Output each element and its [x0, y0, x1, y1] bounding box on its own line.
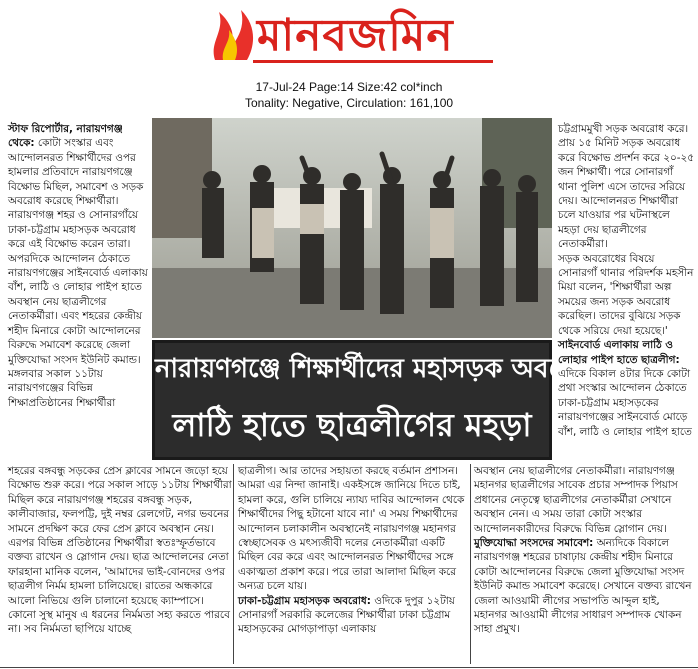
- bottom-right-text-1: অবস্থান নেয় ছাত্রলীগের নেতাকর্মীরা। নারায়ণগঞ্জ মহানগর ছাত্রলীগের সাবেক প্রচার সম্পাদক পিয়াস প্রধানের নেতৃত্বে ছাত্রলীগের নেতাকর্মীরা সেখানে অবস্থান নেন। এ সময় তারা কোটা সংস্কার আন্দোলনকারীদের বিরুদ্ধে বিভিন্ন স্লোগান দেয়।: [474, 465, 678, 535]
- clipping-meta: [0, 79, 698, 111]
- bottom-right-text-2: মুক্তিযোদ্ধা সংসদের সমাবেশ: অন্যদিকে বিকালে নারায়ণগঞ্জ শহরের চাষাঢ়ায় কেন্দ্রীয় শহীদ মিনারে কোটা আন্দোলনের বিরুদ্ধে জেলা মুক্তিযোদ্ধা সংসদ ইউনিট কমান্ড সমাবেশ করেছে। সেখানে বক্তব্য রাখেন জেলা আওয়ামী লীগের সভাপতি আব্দুল হাই, মহানগর আওয়ামী লীগের সাধারণ সম্পাদক খোকন সাহা প্রমুখ।: [474, 537, 692, 636]
- right-para-2: সড়ক অবরোধের বিষয়ে সোনারগাঁ থানার পরিদর্শক মহসীন মিয়া বলেন, 'শিক্ষার্থীরা অল্প সময়ের জন্য সড়ক অবরোধ করেছিল। তাদের বুঝিয়ে সড়ক থেকে সরিয়ে দেয়া হয়েছে।': [558, 252, 694, 337]
- bottom-mid-subhead: ঢাকা-চট্টগ্রাম মহাসড়ক অবরোধ:: [238, 594, 371, 607]
- bottom-middle-column: [238, 464, 468, 637]
- article-clipping: [0, 118, 698, 669]
- logo-title: মানবজমিন: [257, 10, 454, 61]
- right-subhead: সাইনবোর্ড এলাকায় লাঠি ও লোহার পাইপ হাতে ছাত্রলীগ:: [558, 339, 680, 366]
- meta-line-2: Tonality: Negative, Circulation: 161,100: [244, 96, 454, 110]
- bottom-right-column: [474, 464, 694, 637]
- left-para-1: স্টাফ রিপোর্টার, নারায়ণগঞ্জ থেকে: কোটা সংস্কার এবং আন্দোলনরত শিক্ষার্থীদের ওপর হামলার প্রতিবাদে নারায়ণগঞ্জে বিক্ষোভ মিছিল, সমাবেশ ও সড়ক অবরোধ করেছে শিক্ষার্থীরা।: [8, 123, 144, 208]
- left-para-4: মঙ্গলবার সকাল ১১টায় নারায়ণগঞ্জের বিভিন্ন শিক্ষাপ্রতিষ্ঠানের শিক্ষার্থীরা: [8, 367, 116, 409]
- bottom-left-column: [8, 464, 232, 637]
- protest-photo-image: [152, 118, 552, 338]
- right-para-1: চট্টগ্রামমুখী সড়ক অবরোধ করে। প্রায় ১৫ মিনিট সড়ক অবরোধ করে বিক্ষোভ প্রদর্শন করে ২০-২৫ জন শিক্ষার্থী। পরে সোনারগাঁ থানা পুলিশ এসে তাদের সরিয়ে দেয়। আন্দোলনরত শিক্ষার্থীরা চলে যাওয়ার পর ঘটনাস্থলে মহড়া দেয় ছাত্রলীগের নেতাকর্মীরা।: [558, 123, 694, 251]
- headline-box: [152, 340, 596, 460]
- left-column: [8, 122, 148, 410]
- bottom-left-text: শহরের বঙ্গবন্ধু সড়কের প্রেস ক্লাবের সামনে জড়ো হয়ে বিক্ষোভ শুরু করে। পরে সকাল সাড়ে ১১টায় শিক্ষার্থীরা মিছিল করে নারায়ণগঞ্জ শহরের বঙ্গবন্ধু সড়ক, কালীবাজার, ফলপট্টি, দুই নম্বর রেলগেট, নগর ভবনের সামনে প্রদক্ষিণ করে ফের প্রেস ক্লাবে অবস্থান নেয়। এরপর বিভিন্ন প্রতিষ্ঠানের শিক্ষার্থীরা স্বতঃস্ফূর্তভাবে বক্তব্য রাখেন ও স্লোগান দেয়। ছাত্র আন্দোলনের নেতা ফারহানা মানিক বলেন, 'আমাদের ভাই-বোনদের ওপর ছাত্রলীগ নির্মম হামলা চালিয়েছে। রাতের অন্ধকারে আলো নিভিয়ে গুলি চালানো হয়েছে ক্যাম্পাসে। কোনো সুস্থ মানুষ এ ধরনের নির্মমতা সহ্য করতে পারবে না। সব নির্মমতা ছাপিয়ে যাচ্ছে: [8, 465, 232, 636]
- meta-line-1: 17-Jul-24 Page:14 Size:42 col*inch: [255, 80, 443, 94]
- right-para-3: সাইনবোর্ড এলাকায় লাঠি ও লোহার পাইপ হাতে ছাত্রলীগ: এদিকে বিকাল ৪টার দিকে কোটা প্রথা সংস্কার আন্দোলন ঠেকাতে ঢাকা-চট্টগ্রাম মহাসড়কের নারায়ণগঞ্জের সাইনবোর্ড মোড়ে বাঁশ, লাঠি ও লোহার পাইপ হাতে: [558, 339, 692, 438]
- newspaper-logo: [205, 2, 505, 68]
- byline: স্টাফ রিপোর্টার, নারায়ণগঞ্জ থেকে:: [8, 123, 123, 150]
- bottom-right-subhead: মুক্তিযোদ্ধা সংসদের সমাবেশ:: [474, 537, 594, 550]
- headline-line-2: লাঠি হাতে ছাত্রলীগের মহড়া: [172, 406, 532, 444]
- column-divider: [470, 464, 471, 664]
- masthead: [0, 0, 698, 72]
- bottom-mid-text-1: ছাত্রলীগ। আর তাদের সহায়তা করছে বর্তমান প্রশাসন। আমরা এর নিন্দা জানাই। একইসঙ্গে জানিয়ে দিতে চাই, হামলা করে, গুলি চালিয়ে ন্যায্য দাবির আন্দোলন থেকে শিক্ষার্থীদের পিছু হটানো যাবে না।' এ সময় শিক্ষার্থীদের আন্দোলন চলাকালীন অবস্থানেই নারায়ণগঞ্জ মহানগর স্বেচ্ছাসেবক ও মৎস্যজীবী দলের নেতাকর্মীরা একটি মিছিল বের করে এবং আন্দোলনরত শিক্ষার্থীদের সঙ্গে একাত্মতা প্রকাশ করে। পরে তারা আলাদা মিছিল করে অন্যত্র চলে যায়।: [238, 465, 465, 593]
- protest-photo: [152, 118, 552, 338]
- column-divider: [233, 464, 234, 664]
- bottom-mid-text-2: ঢাকা-চট্টগ্রাম মহাসড়ক অবরোধ: ওদিকে দুপুর ১২টায় সোনারগাঁ সরকারি কলেজের শিক্ষার্থীরা ঢাকা চট্টগ্রাম মহাসড়কের মোগড়াপাড়া এলাকায়: [238, 594, 455, 636]
- headline-line-1: নারায়ণগঞ্জে শিক্ষার্থীদের মহাসড়ক অবরোধ: [155, 354, 596, 384]
- left-para-3: অপরদিকে আন্দোলন ঠেকাতে নারায়ণগঞ্জের সাইনবোর্ড এলাকায় বাঁশ, লাঠি ও লোহার পাইপ হাতে অবস্থান নেয় ছাত্রলীগের নেতাকর্মীরা। এবং শহরের কেন্দ্রীয় শহীদ মিনারে কোটা আন্দোলনের বিরুদ্ধে সমাবেশ করেছে জেলা মুক্তিযোদ্ধা সংসদ ইউনিট কমান্ড।: [8, 252, 148, 366]
- left-para-2: নারায়ণগঞ্জ শহর ও সোনারগাঁয়ে ঢাকা-চট্টগ্রাম মহাসড়ক অবরোধ করে এই বিক্ষোভ করেন তারা।: [8, 209, 139, 251]
- clipping-border-bottom: [0, 667, 698, 668]
- right-column: [558, 122, 694, 439]
